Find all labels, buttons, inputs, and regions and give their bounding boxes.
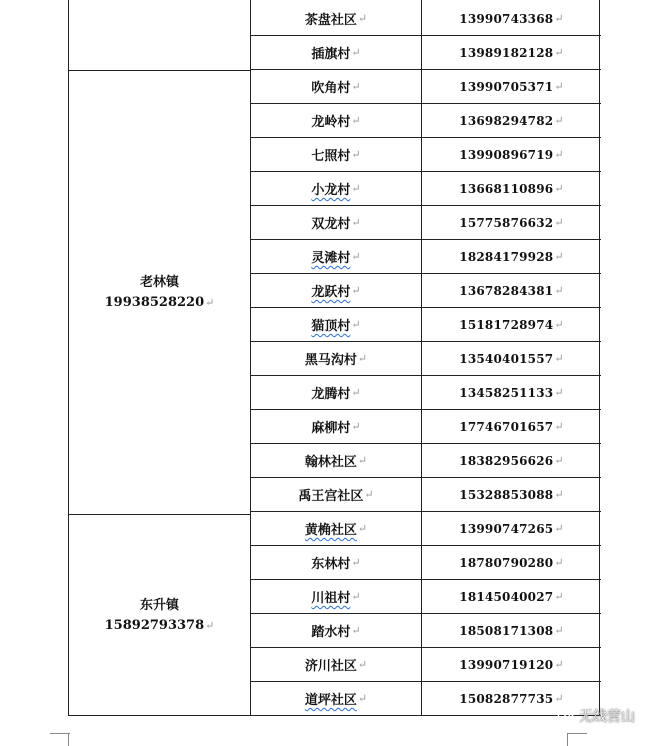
- village-cell: [251, 478, 421, 512]
- phone-number: 13458251133: [459, 385, 554, 400]
- paragraph-mark: ↵: [554, 46, 564, 59]
- paragraph-mark: ↵: [351, 284, 361, 297]
- phone-cell: [422, 172, 601, 206]
- town-cell-laolin: [69, 70, 250, 514]
- village-column: [250, 0, 421, 716]
- paragraph-mark: ↵: [351, 318, 361, 331]
- village-name: 济川社区: [304, 659, 357, 674]
- phone-cell: [422, 104, 601, 138]
- phone-cell: [422, 512, 601, 546]
- phone-cell: [422, 444, 601, 478]
- phone-number: 18382956626: [459, 453, 554, 468]
- paragraph-mark: ↵: [351, 114, 361, 127]
- village-cell: [251, 682, 421, 716]
- phone-cell: [422, 648, 601, 682]
- phone-cell: [422, 206, 601, 240]
- phone-cell: [422, 478, 601, 512]
- paragraph-mark: ↵: [351, 182, 361, 195]
- paragraph-mark: ↵: [554, 216, 564, 229]
- paragraph-mark: ↵: [351, 250, 361, 263]
- town-cell: [69, 0, 250, 70]
- town-phone: 15892793378↵: [104, 617, 215, 633]
- town-cell-dongsheng: [69, 514, 250, 716]
- village-name: 茶盘社区: [304, 13, 357, 28]
- paragraph-mark: ↵: [357, 522, 368, 535]
- village-name: 东林村: [311, 557, 351, 572]
- paragraph-mark: ↵: [351, 420, 361, 433]
- watermark: [557, 706, 635, 726]
- village-name: 翰林社区: [304, 455, 357, 470]
- paragraph-mark: ↵: [351, 46, 361, 59]
- phone-cell: [422, 2, 601, 36]
- phone-number: 13540401557: [459, 351, 554, 366]
- paragraph-mark: ↵: [351, 216, 361, 229]
- phone-cell: [422, 342, 601, 376]
- village-name: 灵滩村: [311, 251, 351, 266]
- watermark-text: 无线营山: [579, 709, 635, 725]
- paragraph-mark: ↵: [554, 556, 564, 569]
- phone-cell: [422, 580, 601, 614]
- phone-number: 13990896719: [459, 147, 554, 162]
- phone-cell: [422, 138, 601, 172]
- phone-number: 13990705371: [459, 79, 554, 94]
- paragraph-mark: ↵: [554, 250, 564, 263]
- page-corner-mark: [50, 733, 70, 746]
- paragraph-mark: ↵: [351, 386, 361, 399]
- paragraph-mark: ↵: [357, 12, 368, 25]
- paragraph-mark: ↵: [351, 80, 361, 93]
- village-cell: [251, 376, 421, 410]
- village-name: 道坪社区: [304, 693, 357, 708]
- paragraph-mark: ↵: [357, 352, 368, 365]
- village-name: 小龙村: [311, 183, 351, 198]
- paragraph-mark: ↵: [357, 658, 368, 671]
- phone-number: 15082877735: [459, 691, 554, 706]
- village-cell: [251, 172, 421, 206]
- phone-number: 15181728974: [459, 317, 554, 332]
- village-cell: [251, 104, 421, 138]
- paragraph-mark: ↵: [351, 556, 361, 569]
- paragraph-mark: ↵: [554, 692, 564, 705]
- village-cell: [251, 580, 421, 614]
- village-cell: [251, 512, 421, 546]
- village-name: 龙跃村: [311, 285, 351, 300]
- village-name: 黄桷社区: [304, 523, 357, 538]
- paragraph-mark: ↵: [554, 386, 564, 399]
- wechat-icon: [557, 709, 575, 723]
- village-cell: [251, 274, 421, 308]
- paragraph-mark: ↵: [554, 80, 564, 93]
- paragraph-mark: ↵: [554, 318, 564, 331]
- paragraph-mark: ↵: [554, 488, 564, 501]
- phone-number: 15775876632: [459, 215, 554, 230]
- paragraph-mark: ↵: [554, 522, 564, 535]
- contact-table: [68, 0, 600, 716]
- village-name: 双龙村: [311, 217, 351, 232]
- paragraph-mark: ↵: [554, 590, 564, 603]
- village-name: 川祖村: [311, 591, 351, 606]
- village-name: 七照村: [311, 149, 351, 164]
- phone-number: 13990719120: [459, 657, 554, 672]
- paragraph-mark: ↵: [351, 590, 361, 603]
- phone-number: 13698294782: [459, 113, 554, 128]
- phone-number: 18284179928: [459, 249, 554, 264]
- phone-number: 18780790280: [459, 555, 554, 570]
- page-corner-mark: [567, 733, 587, 746]
- village-cell: [251, 36, 421, 70]
- village-cell: [251, 2, 421, 36]
- town-name: 老林镇: [139, 274, 179, 290]
- phone-column: [421, 0, 601, 716]
- village-cell: [251, 70, 421, 104]
- village-name: 禹王宫社区: [298, 489, 364, 504]
- phone-number: 17746701657: [459, 419, 554, 434]
- paragraph-mark: ↵: [554, 12, 564, 25]
- village-name: 插旗村: [311, 47, 351, 62]
- village-name: 龙腾村: [311, 387, 351, 402]
- village-cell: [251, 614, 421, 648]
- phone-number: 18145040027: [459, 589, 554, 604]
- town-name: 东升镇: [139, 597, 179, 613]
- phone-number: 13668110896: [459, 181, 554, 196]
- village-cell: [251, 206, 421, 240]
- phone-cell: [422, 546, 601, 580]
- paragraph-mark: ↵: [554, 352, 564, 365]
- paragraph-mark: ↵: [554, 284, 564, 297]
- phone-cell: [422, 410, 601, 444]
- phone-number: 13990747265: [459, 521, 554, 536]
- phone-number: 18508171308: [459, 623, 554, 638]
- village-name: 黑马沟村: [304, 353, 357, 368]
- phone-cell: [422, 240, 601, 274]
- paragraph-mark: ↵: [554, 148, 564, 161]
- village-name: 猫顶村: [311, 319, 351, 334]
- village-cell: [251, 138, 421, 172]
- village-name: 龙岭村: [311, 115, 351, 130]
- paragraph-mark: ↵: [554, 114, 564, 127]
- phone-number: 13989182128: [459, 45, 554, 60]
- phone-number: 13678284381: [459, 283, 554, 298]
- village-cell: [251, 410, 421, 444]
- phone-cell: [422, 274, 601, 308]
- paragraph-mark: ↵: [554, 182, 564, 195]
- village-cell: [251, 240, 421, 274]
- village-cell: [251, 342, 421, 376]
- village-name: 踏水村: [311, 625, 351, 640]
- paragraph-mark: ↵: [351, 148, 361, 161]
- village-cell: [251, 308, 421, 342]
- paragraph-mark: ↵: [357, 692, 368, 705]
- phone-cell: [422, 376, 601, 410]
- paragraph-mark: ↵: [554, 420, 564, 433]
- paragraph-mark: ↵: [554, 454, 564, 467]
- phone-number: 15328853088: [459, 487, 554, 502]
- village-name: 麻柳村: [311, 421, 351, 436]
- phone-cell: [422, 308, 601, 342]
- phone-number: 13990743368: [459, 11, 554, 26]
- paragraph-mark: ↵: [364, 488, 374, 501]
- village-cell: [251, 546, 421, 580]
- paragraph-mark: ↵: [351, 624, 361, 637]
- phone-cell: [422, 36, 601, 70]
- paragraph-mark: ↵: [554, 658, 564, 671]
- village-cell: [251, 444, 421, 478]
- phone-cell: [422, 614, 601, 648]
- village-name: 吹角村: [311, 81, 351, 96]
- village-cell: [251, 648, 421, 682]
- paragraph-mark: ↵: [554, 624, 564, 637]
- phone-cell: [422, 70, 601, 104]
- paragraph-mark: ↵: [357, 454, 368, 467]
- town-phone: 19938528220↵: [104, 294, 215, 310]
